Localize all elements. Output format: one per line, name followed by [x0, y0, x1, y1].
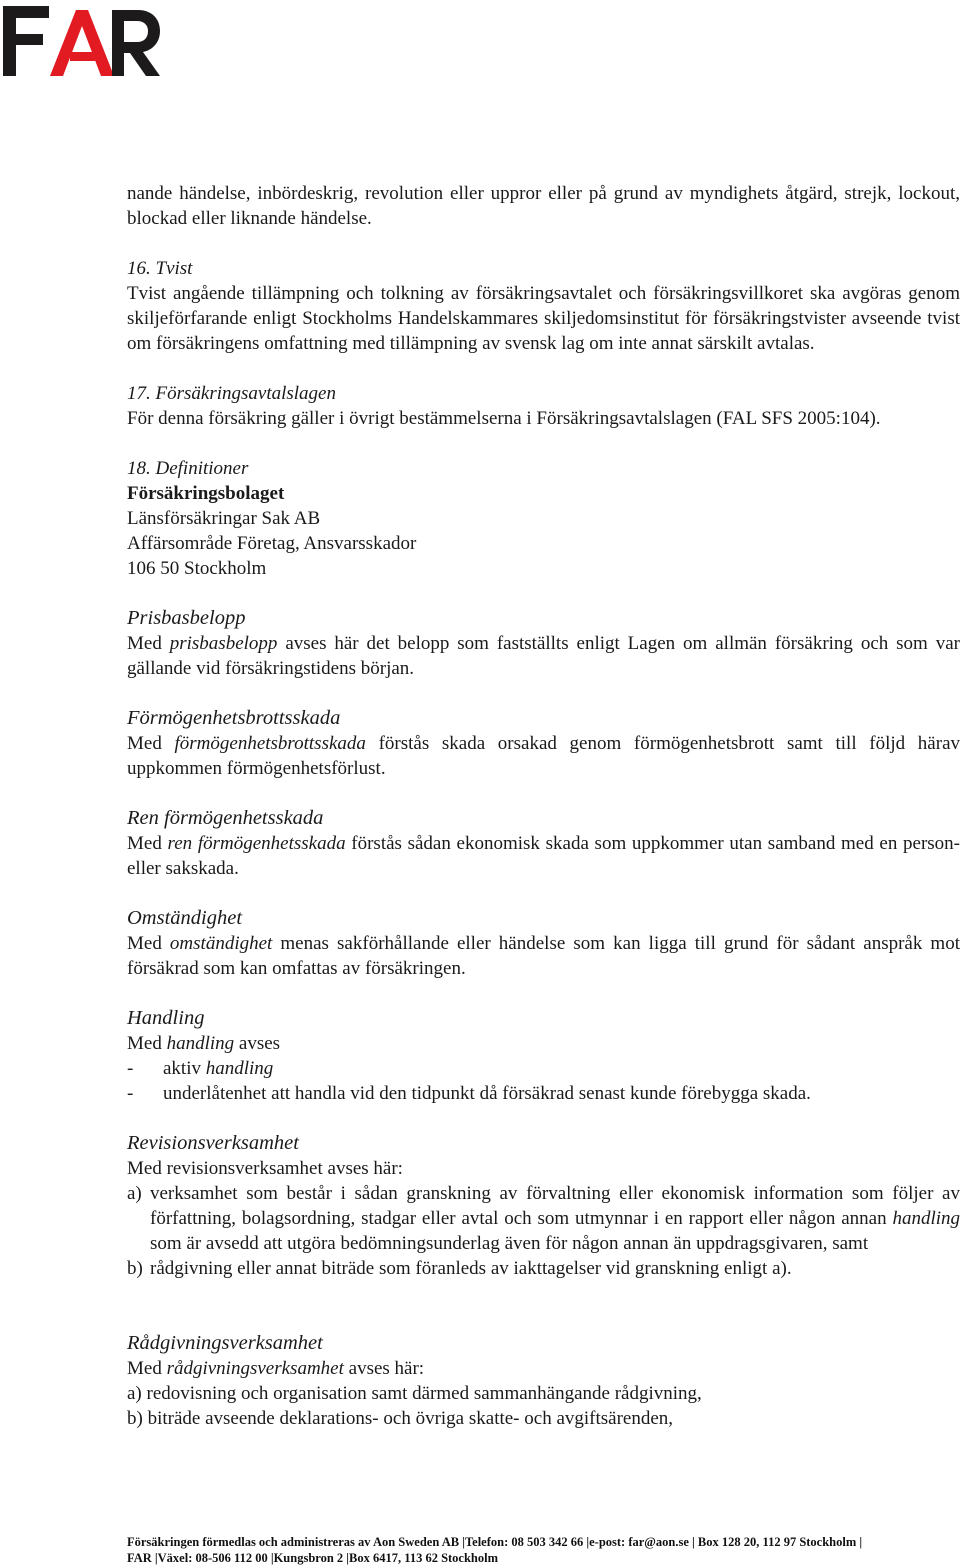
handling-list-item: - underlåtenhet att handla vid den tidpunkt då försäkrad senast kunde förebygga skada.: [127, 1083, 811, 1104]
intro-paragraph: nande händelse, inbördeskrig, revolution eller uppror eller på grund av myndighets åtgärd, strejk, lockout, blockad eller liknande händelse.: [127, 183, 960, 229]
page-footer: [127, 1534, 960, 1566]
definition-radgivningsverksamhet-title: Rådgivningsverksamhet: [127, 1332, 323, 1354]
definition-omstandighet-title: Omständighet: [127, 907, 243, 929]
section-16-title: 16. Tvist: [127, 258, 193, 279]
section-17-title: 17. Försäkringsavtalslagen: [127, 383, 336, 404]
revision-list-item-b: b) rådgivning eller annat biträde som föranleds av iakttagelser vid granskning enligt a).: [127, 1258, 792, 1279]
insurer-address: 106 50 Stockholm: [127, 558, 267, 579]
definition-formogenhetsbrottsskada-text: Med förmögenhetsbrottsskada förstås skada orsakad genom förmögenhetsbrott samt till följd härav uppkommen förmögenhetsförlust.: [127, 733, 960, 779]
section-17-text: För denna försäkring gäller i övrigt bestämmelserna i Försäkringsavtalslagen (FAL SFS 2005:104).: [127, 408, 881, 429]
definition-ren-formogenhetsskada-title: Ren förmögenhetsskada: [127, 807, 324, 829]
definition-formogenhetsbrottsskada-title: Förmögenhetsbrottsskada: [127, 707, 341, 729]
insurer-name: Länsförsäkringar Sak AB: [127, 508, 321, 529]
footer-line-far: FAR |Växel: 08-506 112 00 |Kungsbron 2 |Box 6417, 113 62 Stockholm: [127, 1551, 499, 1565]
definition-revisionsverksamhet-intro: Med revisionsverksamhet avses här:: [127, 1158, 403, 1179]
insurer-division: Affärsområde Företag, Ansvarsskador: [127, 533, 417, 554]
far-logo: [0, 0, 162, 80]
definition-prisbasbelopp-text: Med prisbasbelopp avses här det belopp som fastställts enligt Lagen om allmän försäkring och som var gällande vid försäkringstidens början.: [127, 633, 960, 679]
document-body: [127, 181, 960, 1431]
handling-list-item: - aktiv handling: [127, 1058, 274, 1079]
advisory-list-item-b: b) biträde avseende deklarations- och övriga skatte- och avgiftsärenden,: [127, 1408, 674, 1429]
definition-omstandighet-text: Med omständighet menas sakförhållande eller händelse som kan ligga till grund för sådant anspråk mot försäkrad som kan omfattas av försäkringen.: [127, 933, 960, 979]
footer-line-broker: Försäkringen förmedlas och administreras av Aon Sweden AB |Telefon: 08 503 342 66 |e-post: far@aon.se | Box 128 20, 112 97 Stockholm |: [127, 1535, 863, 1549]
logo-letter-a-bar: [70, 52, 95, 61]
logo-letter-r: [112, 10, 160, 76]
definition-radgivningsverksamhet-text: Med rådgivningsverksamhet avses här:: [127, 1358, 425, 1379]
logo-letter-a: [50, 10, 114, 76]
definition-prisbasbelopp-title: Prisbasbelopp: [127, 607, 246, 629]
logo-letter-f-top: [3, 6, 49, 18]
definition-ren-formogenhetsskada-text: Med ren förmögenhetsskada förstås sådan ekonomisk skada som uppkommer utan samband med en person- eller sakskada.: [127, 833, 960, 879]
section-18-title: 18. Definitioner: [127, 458, 249, 479]
section-16-text: Tvist angående tillämpning och tolkning av försäkringsavtalet och försäkringsvillkoret ska avgöras genom skiljeförfarande enligt Stockholms Handelskammares skiljedomsinstitut för försäkringstvister avseende tvist om försäkringens omfattning med tillämpning av svensk lag om inte annat särskilt avtalas.: [127, 283, 960, 354]
advisory-list-item-a: a) redovisning och organisation samt därmed sammanhängande rådgivning,: [127, 1383, 702, 1404]
insurer-heading: Försäkringsbolaget: [127, 483, 285, 504]
logo-letter-f-mid: [3, 34, 43, 45]
definition-handling-text: Med handling avses: [127, 1033, 281, 1054]
definition-revisionsverksamhet-title: Revisionsverksamhet: [127, 1132, 299, 1154]
revision-list-item-a: a) verksamhet som består i sådan granskning av förvaltning eller ekonomisk information som följer av författning, bolagsordning, stadgar eller avtal och som utmynnar i en rapport eller någon annan handling som är avsedd att utgöra bedömningsunderlag även för någon annan än uppdragsgivaren, samt: [127, 1183, 960, 1254]
definition-handling-title: Handling: [127, 1007, 205, 1029]
